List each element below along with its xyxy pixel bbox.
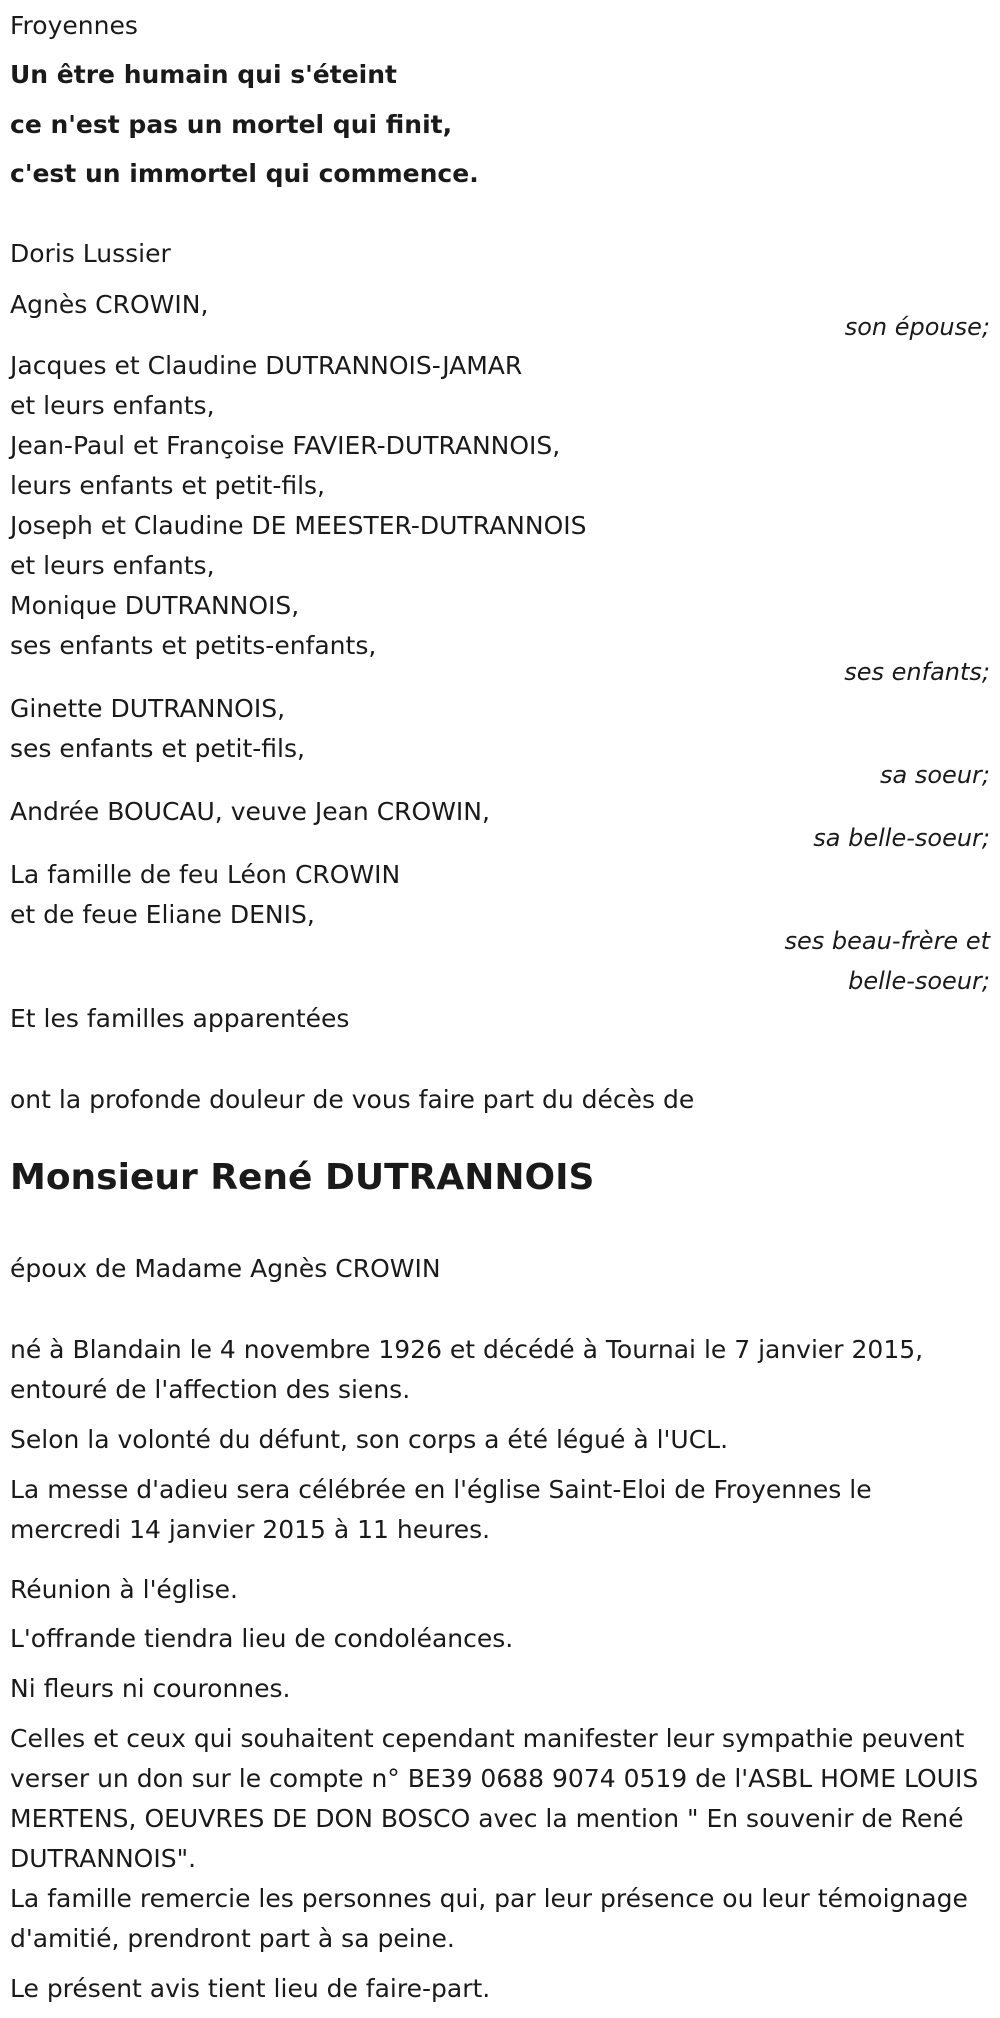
spouse-line: époux de Madame Agnès CROWIN xyxy=(10,1254,441,1283)
family-line: Ginette DUTRANNOIS, xyxy=(10,694,286,723)
family-line: Joseph et Claudine DE MEESTER-DUTRANNOIS xyxy=(10,511,587,540)
family-line: et leurs enfants, xyxy=(10,551,215,580)
family-line: Et les familles apparentées xyxy=(10,1004,350,1033)
family-line: ses enfants et petits-enfants, xyxy=(10,631,377,660)
quote-line: ce n'est pas un mortel qui finit, xyxy=(10,110,453,139)
detail-paragraph: La messe d'adieu sera célébrée en l'église Saint-Eloi de Froyennes le mercredi 14 janvier 2015 à 11 heures. xyxy=(10,1475,872,1544)
detail-paragraph: Le présent avis tient lieu de faire-part. xyxy=(10,1974,491,2003)
relation-label: ses enfants; xyxy=(844,658,990,686)
quote-line: Un être humain qui s'éteint xyxy=(10,60,397,89)
detail-paragraph: Ni fleurs ni couronnes. xyxy=(10,1674,291,1703)
quote-line: c'est un immortel qui commence. xyxy=(10,159,479,188)
detail-paragraph: Selon la volonté du défunt, son corps a été légué à l'UCL. xyxy=(10,1425,729,1454)
family-line: Doris Lussier xyxy=(10,239,171,268)
family-line: et de feue Eliane DENIS, xyxy=(10,900,315,929)
deceased-name: Monsieur René DUTRANNOIS xyxy=(10,1157,595,1198)
family-line: La famille de feu Léon CROWIN xyxy=(10,860,401,889)
town-name: Froyennes xyxy=(10,11,138,40)
detail-paragraph: Celles et ceux qui souhaitent cependant manifester leur sympathie peuvent verser un don sur le compte n° BE39 0688 9074 0519 de l'ASBL HOME LOUIS MERTENS, OEUVRES DE DON BOSCO avec la mention " En souvenir de René DUTRANNOIS". xyxy=(10,1724,979,1873)
family-line: Jean-Paul et Françoise FAVIER-DUTRANNOIS, xyxy=(10,431,561,460)
relation-label: sa belle-soeur; xyxy=(813,824,990,852)
detail-paragraph: né à Blandain le 4 novembre 1926 et décédé à Tournai le 7 janvier 2015, entouré de l'affection des siens. xyxy=(10,1335,924,1404)
family-line: et leurs enfants, xyxy=(10,391,215,420)
family-line: Agnès CROWIN, xyxy=(10,290,209,319)
relation-label: son épouse; xyxy=(844,313,990,341)
family-line: Jacques et Claudine DUTRANNOIS-JAMAR xyxy=(10,351,523,380)
family-line: Andrée BOUCAU, veuve Jean CROWIN, xyxy=(10,797,490,826)
relation-label: sa soeur; xyxy=(880,761,990,789)
family-line: leurs enfants et petit-fils, xyxy=(10,471,326,500)
relation-label: belle-soeur; xyxy=(848,967,990,995)
family-line: ses enfants et petit-fils, xyxy=(10,734,305,763)
announcement: ont la profonde douleur de vous faire part du décès de xyxy=(10,1085,695,1114)
relation-label: ses beau-frère et xyxy=(784,927,990,955)
detail-paragraph: L'offrande tiendra lieu de condoléances. xyxy=(10,1624,514,1653)
detail-paragraph: Réunion à l'église. xyxy=(10,1575,238,1604)
family-line: Monique DUTRANNOIS, xyxy=(10,591,300,620)
detail-paragraph: La famille remercie les personnes qui, par leur présence ou leur témoignage d'amitié, prendront part à sa peine. xyxy=(10,1884,968,1953)
